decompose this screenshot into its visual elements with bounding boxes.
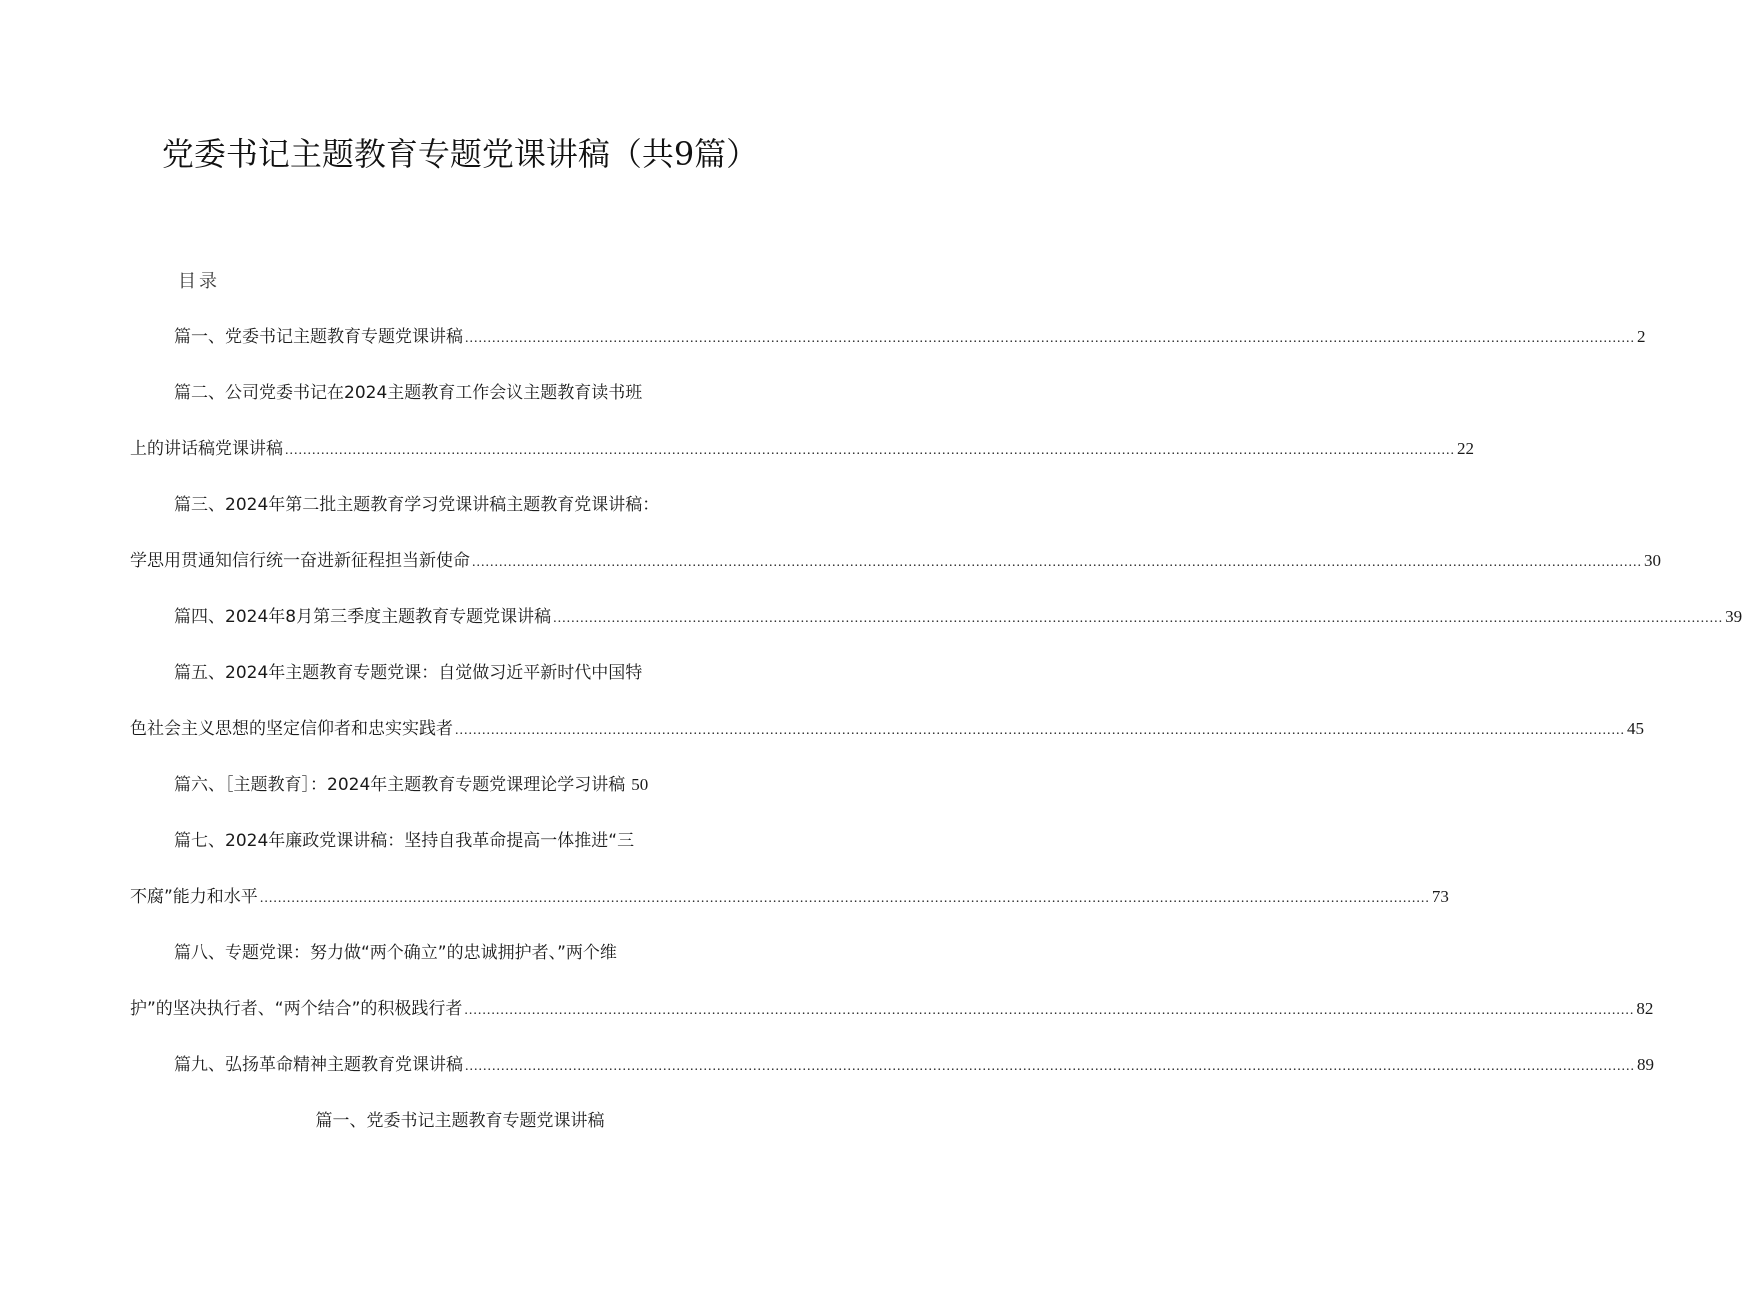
toc-entry-text: 篇五、2024年主题教育专题党课：自觉做习近平新时代中国特: [174, 663, 643, 683]
toc-entry-line: [130, 826, 770, 856]
toc-entry-text: 篇九、弘扬革命精神主题教育党课讲稿: [174, 1055, 463, 1075]
toc-page-number: 45: [1627, 719, 1644, 738]
toc-entry-text: 篇八、专题党课：努力做“两个确立”的忠诚拥护者、”两个维: [174, 943, 617, 963]
toc-page-number: 22: [1457, 439, 1474, 458]
toc-page-number: 2: [1637, 327, 1646, 346]
toc-entry[interactable]: [130, 770, 770, 800]
toc-dot-leader: ....................................................................................................................................................................................................................................................................: [465, 331, 1635, 346]
document-title: 党委书记主题教育专题党课讲稿（共9篇）: [161, 135, 759, 173]
toc-entry-text: 篇二、公司党委书记在2024主题教育工作会议主题教育读书班: [174, 383, 643, 403]
toc-entry-text: 篇一、党委书记主题教育专题党课讲稿: [174, 327, 463, 347]
toc-entry[interactable]: [130, 1050, 1654, 1080]
toc-page-number: 82: [1636, 999, 1654, 1018]
toc-dot-leader: ....................................................................................................................................................................................................................................................................: [464, 1003, 1635, 1018]
toc-entry-text: 篇七、2024年廉政党课讲稿：坚持自我革命提高一体推进“三: [174, 831, 635, 851]
toc-entry[interactable]: [130, 714, 1644, 744]
toc-entry-text: 篇四、2024年8月第三季度主题教育专题党课讲稿: [174, 607, 552, 627]
toc-page-number: 30: [1644, 551, 1661, 570]
toc-entry-text: 篇三、2024年第二批主题教育学习党课讲稿主题教育党课讲稿：: [174, 495, 660, 515]
toc-entry[interactable]: [130, 602, 1742, 632]
toc-entry-line: [130, 378, 770, 408]
toc-entry-text: 不腐”能力和水平: [130, 887, 258, 907]
toc-entry-text: 学思用贯通知信行统一奋进新征程担当新使命: [130, 551, 470, 571]
toc-entry[interactable]: [130, 546, 1661, 576]
toc-dot-leader: ....................................................................................................................................................................................................................................................................: [455, 723, 1625, 738]
toc-page-number: 50: [631, 775, 649, 794]
toc-entry-text: 护”的坚决执行者、“两个结合”的积极践行者: [130, 999, 463, 1019]
toc-page-number: 89: [1637, 1055, 1654, 1074]
toc-entry-line: [130, 938, 770, 968]
toc-dot-leader: ....................................................................................................................................................................................................................................................................: [465, 1059, 1635, 1074]
toc-page-number: 73: [1431, 887, 1449, 906]
toc-dot-leader: ....................................................................................................................................................................................................................................................................: [259, 891, 1430, 906]
toc-entry-line: [130, 658, 770, 688]
toc-entry-text: 上的讲话稿党课讲稿: [130, 439, 283, 459]
toc-entry[interactable]: [130, 882, 1449, 912]
toc-entry-line: [130, 490, 770, 520]
toc-entry[interactable]: [130, 322, 1646, 352]
toc-entry[interactable]: [130, 994, 1654, 1024]
toc-dot-leader: ....................................................................................................................................................................................................................................................................: [553, 611, 1724, 626]
toc-entry-text: 色社会主义思想的坚定信仰者和忠实实践者: [130, 719, 453, 739]
toc-entry-text: 篇六、［主题教育］：2024年主题教育专题党课理论学习讲稿: [174, 775, 626, 795]
toc-dot-leader: ....................................................................................................................................................................................................................................................................: [285, 443, 1455, 458]
toc-page-number: 39: [1725, 607, 1742, 626]
section-heading: 篇一、党委书记主题教育专题党课讲稿: [315, 1111, 605, 1131]
toc-entry[interactable]: [130, 434, 1474, 464]
toc-dot-leader: ....................................................................................................................................................................................................................................................................: [472, 555, 1642, 570]
toc-heading: 目录: [178, 271, 220, 292]
